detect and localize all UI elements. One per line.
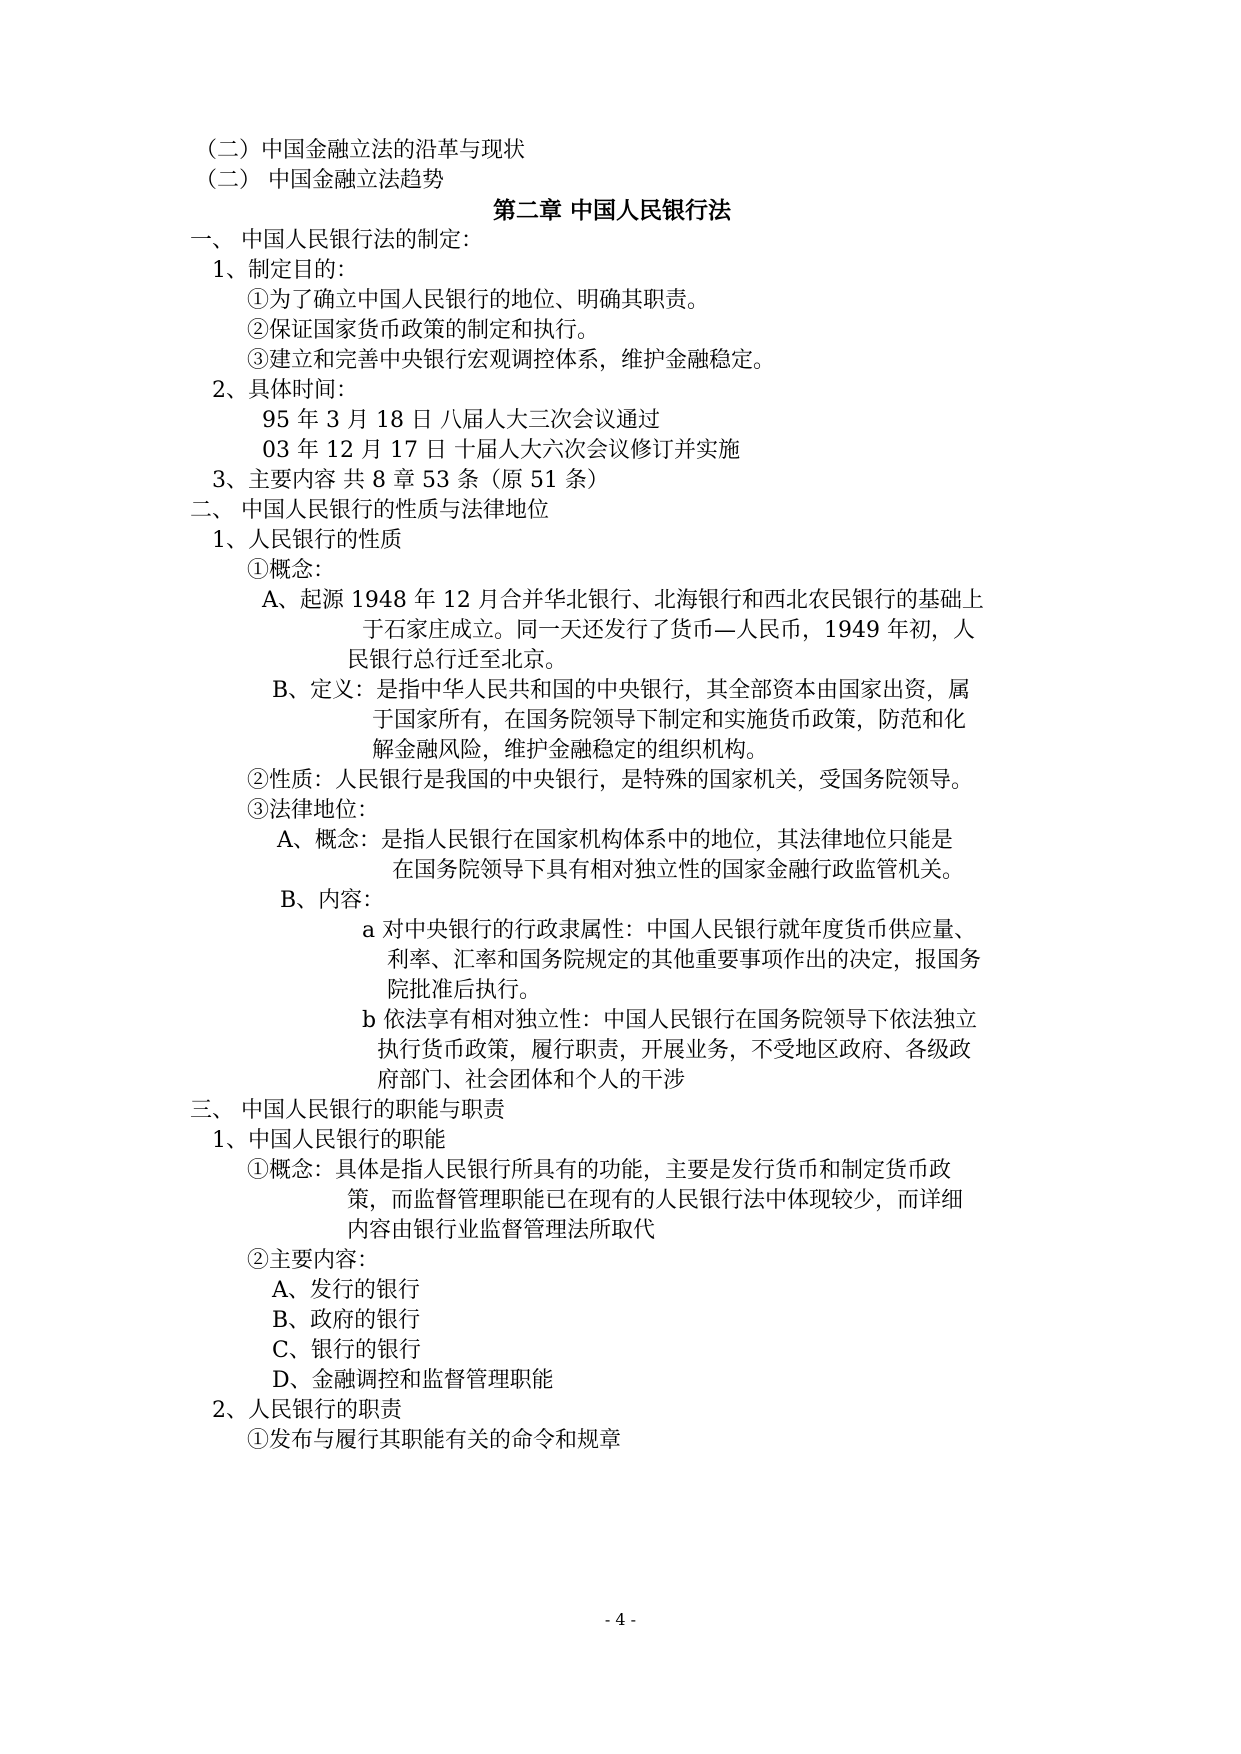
text-line: 府部门、社会团体和个人的干涉 — [377, 1068, 686, 1093]
text-line: B、内容： — [280, 888, 385, 913]
text-line: 3、主要内容 共 8 章 53 条（原 51 条） — [212, 468, 609, 493]
text-line: 在国务院领导下具有相对独立性的国家金融行政监管机关。 — [392, 858, 965, 883]
chapter-title: 第二章 中国人民银行法 — [493, 197, 732, 224]
text-line: ②保证国家货币政策的制定和执行。 — [247, 318, 600, 343]
text-line: ③建立和完善中央银行宏观调控体系，维护金融稳定。 — [247, 348, 776, 373]
text-line: 95 年 3 月 18 日 八届人大三次会议通过 — [262, 408, 660, 433]
text-line: 1、制定目的： — [212, 258, 358, 283]
text-line: 1、中国人民银行的职能 — [212, 1128, 446, 1153]
page-number: - 4 - — [604, 1610, 637, 1629]
text-line: B、定义：是指中华人民共和国的中央银行，其全部资本由国家出资，属 — [272, 678, 971, 703]
text-line: A、发行的银行 — [272, 1278, 420, 1303]
text-line: 一、 中国人民银行法的制定： — [190, 228, 483, 253]
text-line: 民银行总行迁至北京。 — [347, 648, 568, 673]
text-line: C、银行的银行 — [272, 1338, 421, 1363]
text-line: 二、 中国人民银行的性质与法律地位 — [190, 498, 549, 523]
text-line: （二） 中国金融立法趋势 — [195, 168, 444, 193]
text-line: （二）中国金融立法的沿革与现状 — [195, 138, 526, 163]
text-line: 于国家所有，在国务院领导下制定和实施货币政策，防范和化 — [372, 708, 967, 733]
text-line: 策，而监督管理职能已在现有的人民银行法中体现较少，而详细 — [347, 1188, 964, 1213]
text-line: 于石家庄成立。同一天还发行了货币—人民币，1949 年初，人 — [362, 618, 975, 643]
text-line: 1、人民银行的性质 — [212, 528, 402, 553]
text-line: 解金融风险，维护金融稳定的组织机构。 — [372, 738, 769, 763]
text-line: ②主要内容： — [247, 1248, 380, 1273]
text-line: 2、人民银行的职责 — [212, 1398, 402, 1423]
text-line: A、起源 1948 年 12 月合并华北银行、北海银行和西北农民银行的基础上 — [262, 588, 984, 613]
text-line: 三、 中国人民银行的职能与职责 — [190, 1098, 505, 1123]
text-line: ③法律地位： — [247, 798, 380, 823]
text-line: 执行货币政策，履行职责，开展业务，不受地区政府、各级政 — [377, 1038, 972, 1063]
text-line: ②性质：人民银行是我国的中央银行，是特殊的国家机关，受国务院领导。 — [247, 768, 974, 793]
text-line: A、概念：是指人民银行在国家机构体系中的地位，其法律地位只能是 — [277, 828, 953, 853]
text-line: 内容由银行业监督管理法所取代 — [347, 1218, 656, 1243]
text-line: ①概念： — [247, 558, 336, 583]
text-line: 利率、汇率和国务院规定的其他重要事项作出的决定，报国务 — [387, 948, 982, 973]
text-line: b 依法享有相对独立性：中国人民银行在国务院领导下依法独立 — [362, 1008, 978, 1033]
text-line: 03 年 12 月 17 日 十届人大六次会议修订并实施 — [262, 438, 740, 463]
text-line: 院批准后执行。 — [387, 978, 542, 1003]
text-line: B、政府的银行 — [272, 1308, 421, 1333]
text-line: D、金融调控和监督管理职能 — [272, 1368, 554, 1393]
text-line: a 对中央银行的行政隶属性：中国人民银行就年度货币供应量、 — [362, 918, 977, 943]
text-line: 2、具体时间： — [212, 378, 358, 403]
text-line: ①发布与履行其职能有关的命令和规章 — [247, 1428, 622, 1453]
text-line: ①为了确立中国人民银行的地位、明确其职责。 — [247, 288, 710, 313]
text-line: ①概念：具体是指人民银行所具有的功能，主要是发行货币和制定货币政 — [247, 1158, 952, 1183]
